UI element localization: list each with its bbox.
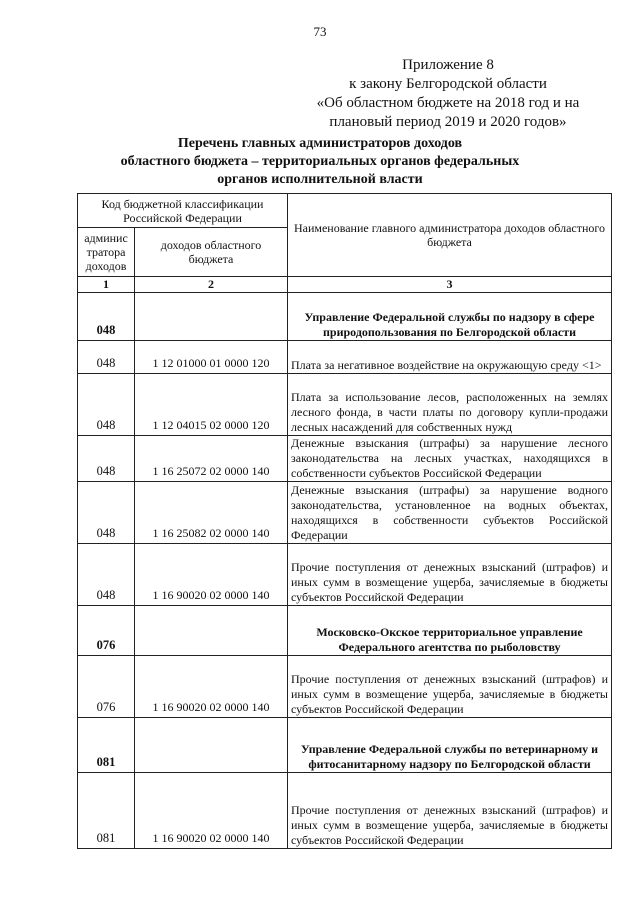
- table-row: [78, 773, 612, 849]
- appendix-line-4: плановый период 2019 и 2020 годов»: [329, 114, 567, 130]
- income-code: 1 16 25082 02 0000 140: [135, 482, 288, 544]
- income-code: 1 12 01000 01 0000 120: [135, 341, 288, 374]
- header-income-code: доходов областного бюджета: [135, 228, 288, 277]
- column-number-3: 3: [288, 277, 612, 293]
- income-name: Плата за использование лесов, расположенных на землях лесного фонда, в части платы по договору купли-продажи лесных насаждений для собственных нужд: [288, 374, 612, 436]
- table-row: [78, 436, 612, 482]
- appendix-line-2: к закону Белгородской области: [349, 76, 547, 92]
- document-title: [90, 135, 550, 189]
- appendix-line-3: «Об областном бюджете на 2018 год и на: [316, 95, 580, 111]
- table-row: [78, 606, 612, 656]
- income-name: Прочие поступления от денежных взысканий (штрафов) и иных сумм в возмещение ущерба, зачисляемые в бюджеты субъектов Российской Федерации: [288, 656, 612, 718]
- admin-code: 081: [78, 718, 135, 773]
- admin-code: 048: [78, 482, 135, 544]
- admin-code: 048: [78, 544, 135, 606]
- income-code: [135, 718, 288, 773]
- table-row: [78, 718, 612, 773]
- appendix-block: [298, 56, 598, 132]
- header-administrator-code: админис тратора доходов: [78, 228, 135, 277]
- title-line-1: Перечень главных администраторов доходов: [177, 136, 463, 151]
- income-name: Денежные взыскания (штрафы) за нарушение водного законодательства, установленное на водных объектах, находящихся в собственности субъектов Российской Федерации: [288, 482, 612, 544]
- table-row: [78, 341, 612, 374]
- income-name: Плата за негативное воздействие на окружающую среду <1>: [288, 341, 612, 374]
- organization-name: Управление Федеральной службы по ветеринарному и фитосанитарному надзору по Белгородской области: [288, 718, 612, 773]
- organization-name: Управление Федеральной службы по надзору в сфере природопользования по Белгородской области: [288, 293, 612, 341]
- admin-code: 048: [78, 341, 135, 374]
- income-code: [135, 293, 288, 341]
- income-code: 1 12 04015 02 0000 120: [135, 374, 288, 436]
- income-code: 1 16 90020 02 0000 140: [135, 656, 288, 718]
- appendix-line-1: Приложение 8: [402, 57, 494, 73]
- table-row: [78, 293, 612, 341]
- income-name-text: Прочие поступления от денежных взысканий (штрафов) и иных сумм в возмещение ущерба, зачисляемые в бюджеты субъектов Российской Федерации: [291, 803, 608, 847]
- income-name: Денежные взыскания (штрафы) за нарушение лесного законодательства на лесных участках, находящихся в собственности субъектов Российской Федерации: [288, 436, 612, 482]
- administrators-table: [77, 193, 612, 849]
- admin-code: 081: [78, 773, 135, 849]
- income-code: 1 16 90020 02 0000 140: [135, 544, 288, 606]
- income-code: [135, 606, 288, 656]
- header-classification-code: Код бюджетной классификации Российской Федерации: [78, 194, 288, 228]
- page-number: 73: [313, 24, 327, 39]
- table-row: [78, 482, 612, 544]
- income-name: [288, 773, 612, 849]
- table-row: [78, 544, 612, 606]
- table-row: [78, 374, 612, 436]
- admin-code: 048: [78, 436, 135, 482]
- table-row: [78, 656, 612, 718]
- income-name: Прочие поступления от денежных взысканий (штрафов) и иных сумм в возмещение ущерба, зачисляемые в бюджеты субъектов Российской Федерации: [288, 544, 612, 606]
- title-line-2: областного бюджета – территориальных органов федеральных: [120, 154, 520, 169]
- column-number-2: 2: [135, 277, 288, 293]
- income-code: 1 16 90020 02 0000 140: [135, 773, 288, 849]
- organization-name: Московско-Окское территориальное управление Федерального агентства по рыболовству: [288, 606, 612, 656]
- cell-spacer: [291, 776, 608, 803]
- column-number-1: 1: [78, 277, 135, 293]
- admin-code: 048: [78, 293, 135, 341]
- admin-code: 076: [78, 656, 135, 718]
- admin-code: 076: [78, 606, 135, 656]
- header-administrator-name: Наименование главного администратора доходов областного бюджета: [288, 194, 612, 277]
- title-line-3: органов исполнительной власти: [217, 172, 423, 187]
- admin-code: 048: [78, 374, 135, 436]
- income-code: 1 16 25072 02 0000 140: [135, 436, 288, 482]
